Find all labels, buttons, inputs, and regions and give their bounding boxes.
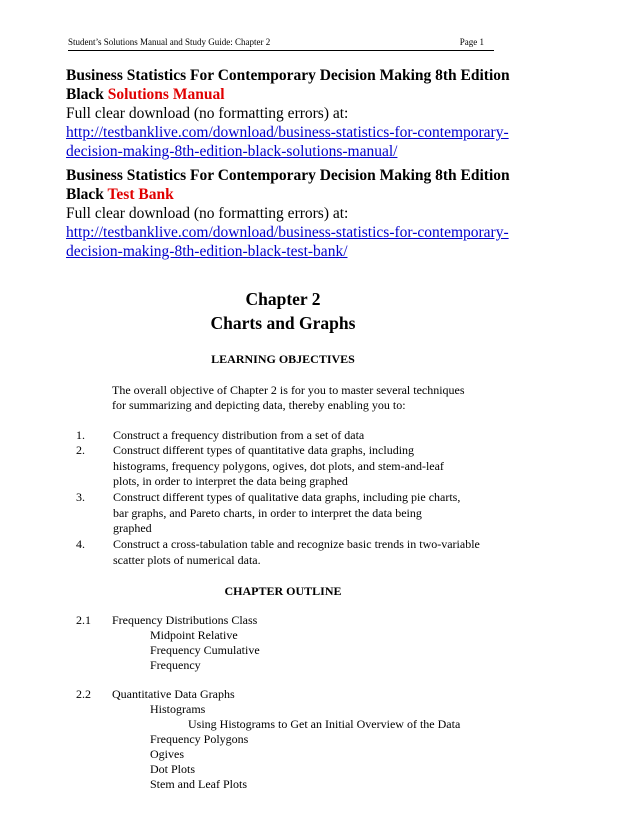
promo-link-line1[interactable]: http://testbanklive.com/download/business-statistics-for-contemporary-	[66, 224, 509, 241]
outline-subitem: Dot Plots	[150, 762, 196, 776]
promo-highlight: Test Bank	[107, 186, 174, 203]
outline-section-title: Frequency Distributions Class	[112, 613, 258, 627]
objectives-intro-line2: for summarizing and depicting data, thereby enabling you to:	[112, 398, 406, 412]
objective-text: Construct different types of quantitative data graphs, including	[113, 443, 415, 457]
promo-title-prefix: Black	[66, 186, 108, 203]
objective-text: graphed	[113, 521, 152, 535]
objective-item	[76, 537, 556, 568]
promo-highlight: Solutions Manual	[107, 86, 225, 103]
promo-title-line2	[66, 185, 536, 204]
outline-subsubitem: Using Histograms to Get an Initial Overview of the Data	[188, 717, 461, 731]
objective-number: 4.	[76, 537, 85, 551]
promo-link-line2[interactable]: decision-making-8th-edition-black-test-bank/	[66, 243, 348, 260]
promo-block-solutions	[66, 66, 536, 161]
chapter-title: Chapter 2	[245, 289, 321, 309]
objective-text: Construct a cross-tabulation table and recognize basic trends in two-variable	[113, 537, 480, 551]
objective-item	[76, 490, 556, 537]
page-number: Page 1	[459, 37, 484, 47]
outline-section-number: 2.1	[76, 613, 91, 627]
outline-subitem: Midpoint Relative	[150, 628, 238, 642]
objective-text: scatter plots of numerical data.	[113, 552, 261, 567]
header-title: Student’s Solutions Manual and Study Guide: Chapter 2	[68, 37, 271, 47]
outline-section-title: Quantitative Data Graphs	[112, 687, 235, 701]
objective-text: Construct a frequency distribution from a set of data	[113, 428, 365, 442]
outline-subitem: Frequency	[150, 658, 201, 672]
objectives-intro-line1: The overall objective of Chapter 2 is for you to master several techniques	[112, 383, 465, 397]
objective-number: 1.	[76, 428, 85, 442]
outline-subitem: Stem and Leaf Plots	[150, 777, 247, 791]
promo-download-text: Full clear download (no formatting errors) at:	[66, 205, 349, 222]
objective-item	[76, 443, 556, 490]
objective-text: Construct different types of qualitative data graphs, including pie charts,	[113, 490, 461, 504]
page-header	[68, 36, 494, 51]
promo-download-text: Full clear download (no formatting errors) at:	[66, 105, 349, 122]
promo-block-testbank	[66, 166, 536, 261]
promo-title-line2	[66, 85, 536, 104]
outline-subitem: Frequency Polygons	[150, 732, 249, 746]
objective-item	[76, 428, 556, 444]
promo-title: Business Statistics For Contemporary Decision Making 8th Edition	[66, 167, 510, 184]
promo-title: Business Statistics For Contemporary Decision Making 8th Edition	[66, 67, 510, 84]
outline-subitem: Frequency Cumulative	[150, 643, 260, 657]
objective-text: plots, in order to interpret the data being graphed	[113, 474, 348, 488]
chapter-subtitle: Charts and Graphs	[210, 313, 356, 333]
outline-subitem: Histograms	[150, 702, 206, 716]
promo-link-line1[interactable]: http://testbanklive.com/download/business-statistics-for-contemporary-	[66, 124, 509, 141]
outline-section-number: 2.2	[76, 687, 91, 701]
objective-text: histograms, frequency polygons, ogives, dot plots, and stem-and-leaf	[113, 458, 444, 473]
objective-number: 2.	[76, 443, 85, 457]
promo-link-line2[interactable]: decision-making-8th-edition-black-solutions-manual/	[66, 143, 398, 160]
objective-number: 3.	[76, 490, 85, 504]
objective-text: bar graphs, and Pareto charts, in order to interpret the data being	[113, 505, 422, 520]
promo-title-prefix: Black	[66, 86, 108, 103]
outline-heading: CHAPTER OUTLINE	[224, 584, 342, 598]
outline-subitem: Ogives	[150, 747, 184, 761]
objectives-heading: LEARNING OBJECTIVES	[211, 352, 355, 366]
